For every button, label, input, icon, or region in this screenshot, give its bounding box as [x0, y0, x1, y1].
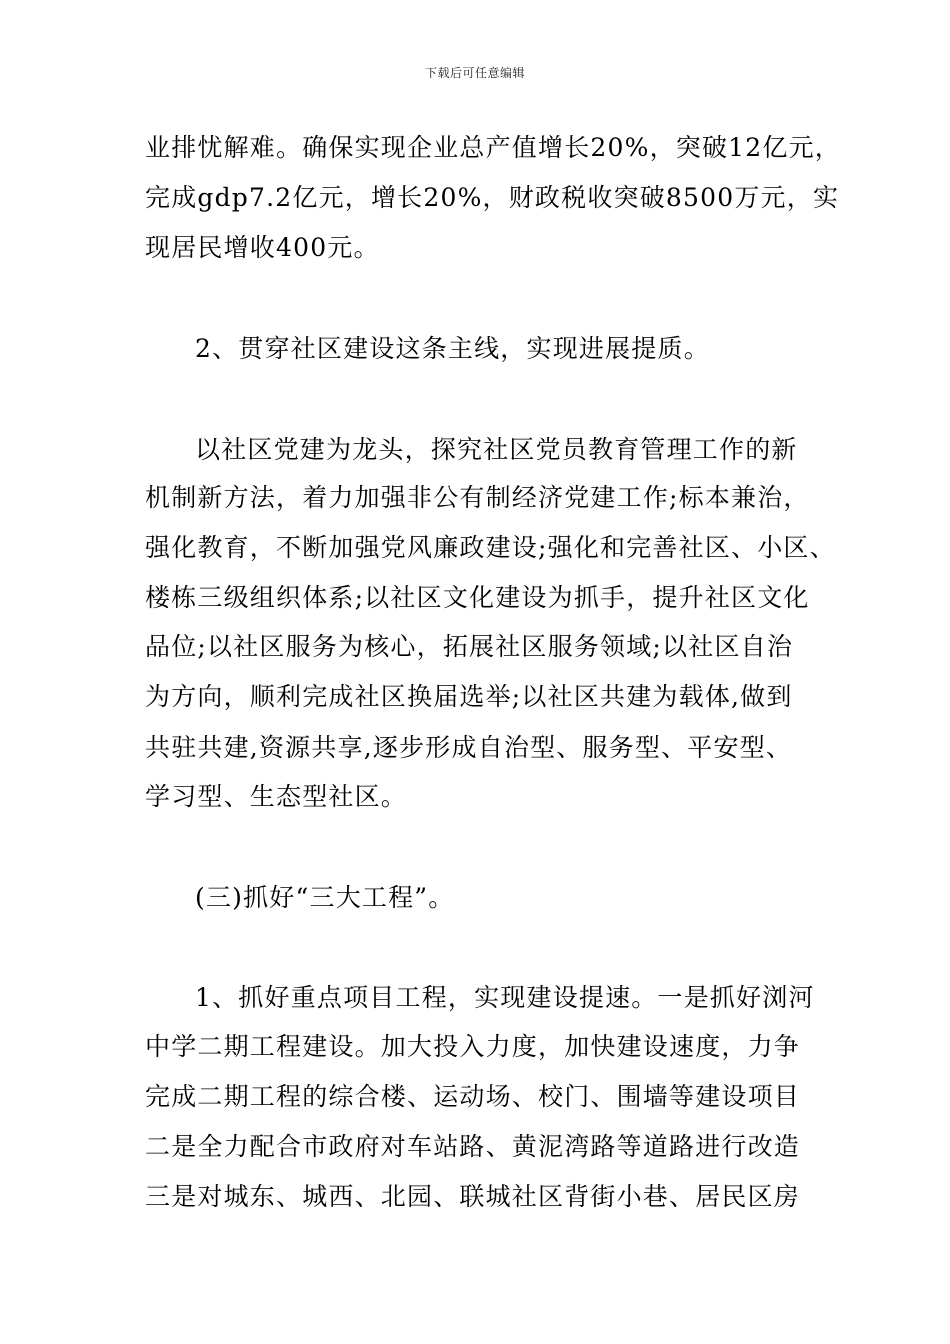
text-line: 中学二期工程建设。加大投入力度，加快建设速度，力争 — [145, 1032, 801, 1061]
text-line: 品位;以社区服务为核心，拓展社区服务领域;以社区自治 — [145, 632, 794, 661]
text-line: 1、抓好重点项目工程，实现建设提速。一是抓好浏河 — [195, 983, 815, 1012]
text-line: (三)抓好“三大工程”。 — [195, 883, 455, 912]
text-line: 为方向，顺利完成社区换届选举;以社区共建为载体,做到 — [145, 682, 793, 711]
text-line: 机制新方法，着力加强非公有制经济党建工作;标本兼治， — [145, 483, 810, 512]
text-line: 完成二期工程的综合楼、运动场、校门、围墙等建设项目 — [145, 1082, 801, 1111]
text-line: 业排忧解难。确保实现企业总产值增长20%，突破12亿元， — [145, 133, 841, 162]
text-line: 现居民增收400元。 — [145, 233, 380, 262]
page-header: 下载后可任意编辑 — [424, 66, 525, 80]
text-line: 共驻共建,资源共享,逐步形成自治型、服务型、平安型、 — [145, 733, 793, 762]
text-line: 二是全力配合市政府对车站路、黄泥湾路等道路进行改造 — [145, 1132, 801, 1161]
text-line: 强化教育，不断加强党风廉政建设;强化和完善社区、小区、 — [145, 533, 836, 562]
text-line: 以社区党建为龙头，探究社区党员教育管理工作的新 — [195, 435, 798, 464]
text-line: 三是对城东、城西、北园、联城社区背街小巷、居民区房 — [145, 1182, 801, 1211]
text-line: 2、贯穿社区建设这条主线，实现进展提质。 — [195, 334, 710, 363]
text-line: 完成gdp7.2亿元，增长20%，财政税收突破8500万元，实 — [145, 183, 840, 212]
text-line: 楼栋三级组织体系;以社区文化建设为抓手，提升社区文化 — [145, 583, 810, 612]
text-line: 学习型、生态型社区。 — [145, 782, 408, 811]
